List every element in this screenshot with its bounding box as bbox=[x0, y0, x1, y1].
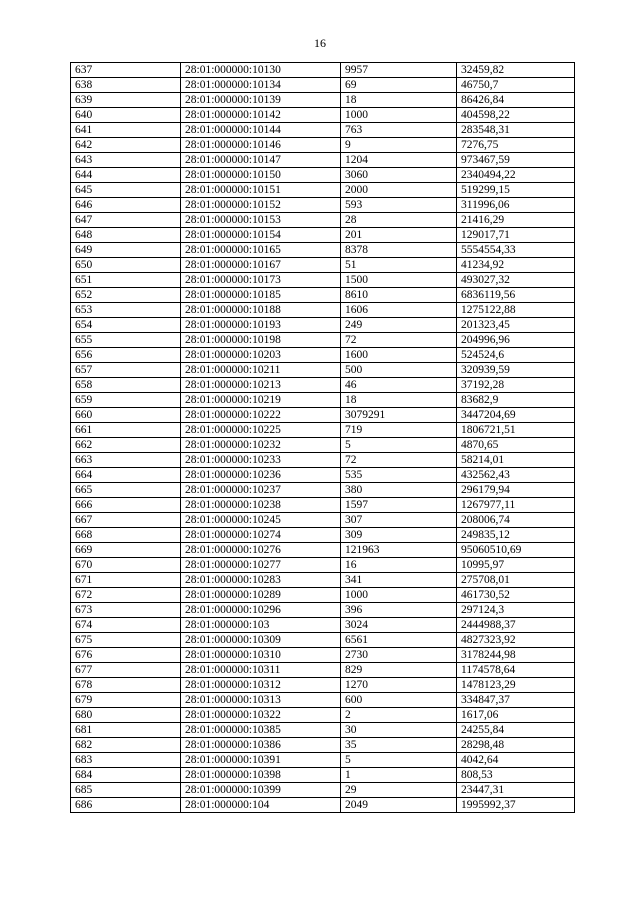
cadastral-number-cell: 28:01:000000:10222 bbox=[181, 408, 341, 423]
cadastral-number-cell: 28:01:000000:10198 bbox=[181, 333, 341, 348]
row-number-cell: 670 bbox=[71, 558, 181, 573]
cadastral-number-cell: 28:01:000000:10289 bbox=[181, 588, 341, 603]
row-number-cell: 662 bbox=[71, 438, 181, 453]
table-row bbox=[71, 573, 575, 588]
table-row bbox=[71, 468, 575, 483]
row-number-cell: 652 bbox=[71, 288, 181, 303]
table-row bbox=[71, 588, 575, 603]
area-cell: 18 bbox=[341, 393, 457, 408]
row-number-cell: 641 bbox=[71, 123, 181, 138]
area-cell: 396 bbox=[341, 603, 457, 618]
table-row bbox=[71, 198, 575, 213]
cadastral-number-cell: 28:01:000000:10151 bbox=[181, 183, 341, 198]
table-row bbox=[71, 408, 575, 423]
area-cell: 30 bbox=[341, 723, 457, 738]
table-row bbox=[71, 513, 575, 528]
value-cell: 37192,28 bbox=[457, 378, 575, 393]
value-cell: 201323,45 bbox=[457, 318, 575, 333]
row-number-cell: 659 bbox=[71, 393, 181, 408]
cadastral-number-cell: 28:01:000000:10219 bbox=[181, 393, 341, 408]
area-cell: 1204 bbox=[341, 153, 457, 168]
area-cell: 3060 bbox=[341, 168, 457, 183]
value-cell: 311996,06 bbox=[457, 198, 575, 213]
table-row bbox=[71, 168, 575, 183]
value-cell: 2444988,37 bbox=[457, 618, 575, 633]
value-cell: 1478123,29 bbox=[457, 678, 575, 693]
cadastral-number-cell: 28:01:000000:10130 bbox=[181, 63, 341, 78]
cadastral-number-cell: 28:01:000000:10309 bbox=[181, 633, 341, 648]
cadastral-number-cell: 28:01:000000:10276 bbox=[181, 543, 341, 558]
cadastral-number-cell: 28:01:000000:10134 bbox=[181, 78, 341, 93]
area-cell: 1000 bbox=[341, 588, 457, 603]
value-cell: 21416,29 bbox=[457, 213, 575, 228]
row-number-cell: 684 bbox=[71, 768, 181, 783]
cadastral-number-cell: 28:01:000000:10274 bbox=[181, 528, 341, 543]
cadastral-number-cell: 28:01:000000:10211 bbox=[181, 363, 341, 378]
table-row bbox=[71, 63, 575, 78]
cadastral-number-cell: 28:01:000000:10237 bbox=[181, 483, 341, 498]
row-number-cell: 660 bbox=[71, 408, 181, 423]
cadastral-number-cell: 28:01:000000:10147 bbox=[181, 153, 341, 168]
value-cell: 208006,74 bbox=[457, 513, 575, 528]
cadastral-number-cell: 28:01:000000:10277 bbox=[181, 558, 341, 573]
cadastral-number-cell: 28:01:000000:10310 bbox=[181, 648, 341, 663]
row-number-cell: 639 bbox=[71, 93, 181, 108]
cadastral-number-cell: 28:01:000000:10152 bbox=[181, 198, 341, 213]
area-cell: 8610 bbox=[341, 288, 457, 303]
value-cell: 4870,65 bbox=[457, 438, 575, 453]
area-cell: 51 bbox=[341, 258, 457, 273]
table-row bbox=[71, 618, 575, 633]
area-cell: 600 bbox=[341, 693, 457, 708]
row-number-cell: 648 bbox=[71, 228, 181, 243]
cadastral-number-cell: 28:01:000000:10245 bbox=[181, 513, 341, 528]
area-cell: 719 bbox=[341, 423, 457, 438]
value-cell: 46750,7 bbox=[457, 78, 575, 93]
area-cell: 3079291 bbox=[341, 408, 457, 423]
table-row bbox=[71, 333, 575, 348]
cadastral-number-cell: 28:01:000000:10203 bbox=[181, 348, 341, 363]
value-cell: 4827323,92 bbox=[457, 633, 575, 648]
cadastral-number-cell: 28:01:000000:10165 bbox=[181, 243, 341, 258]
table-row bbox=[71, 723, 575, 738]
area-cell: 8378 bbox=[341, 243, 457, 258]
area-cell: 2000 bbox=[341, 183, 457, 198]
table-row bbox=[71, 393, 575, 408]
row-number-cell: 667 bbox=[71, 513, 181, 528]
row-number-cell: 640 bbox=[71, 108, 181, 123]
row-number-cell: 672 bbox=[71, 588, 181, 603]
table-row bbox=[71, 273, 575, 288]
cadastral-number-cell: 28:01:000000:10153 bbox=[181, 213, 341, 228]
value-cell: 7276,75 bbox=[457, 138, 575, 153]
table-row bbox=[71, 78, 575, 93]
table-row bbox=[71, 153, 575, 168]
area-cell: 2 bbox=[341, 708, 457, 723]
value-cell: 320939,59 bbox=[457, 363, 575, 378]
row-number-cell: 653 bbox=[71, 303, 181, 318]
table-row bbox=[71, 123, 575, 138]
row-number-cell: 677 bbox=[71, 663, 181, 678]
table-row bbox=[71, 438, 575, 453]
table-row bbox=[71, 363, 575, 378]
value-cell: 432562,43 bbox=[457, 468, 575, 483]
table-row bbox=[71, 738, 575, 753]
row-number-cell: 678 bbox=[71, 678, 181, 693]
value-cell: 6836119,56 bbox=[457, 288, 575, 303]
row-number-cell: 637 bbox=[71, 63, 181, 78]
table-row bbox=[71, 633, 575, 648]
area-cell: 1600 bbox=[341, 348, 457, 363]
row-number-cell: 683 bbox=[71, 753, 181, 768]
cadastral-number-cell: 28:01:000000:10385 bbox=[181, 723, 341, 738]
value-cell: 297124,3 bbox=[457, 603, 575, 618]
cadastral-number-cell: 28:01:000000:10150 bbox=[181, 168, 341, 183]
table-row bbox=[71, 798, 575, 813]
row-number-cell: 646 bbox=[71, 198, 181, 213]
value-cell: 524524,6 bbox=[457, 348, 575, 363]
cadastral-number-cell: 28:01:000000:10167 bbox=[181, 258, 341, 273]
area-cell: 500 bbox=[341, 363, 457, 378]
data-table bbox=[70, 62, 575, 813]
row-number-cell: 682 bbox=[71, 738, 181, 753]
cadastral-number-cell: 28:01:000000:10233 bbox=[181, 453, 341, 468]
value-cell: 1617,06 bbox=[457, 708, 575, 723]
table-row bbox=[71, 183, 575, 198]
area-cell: 380 bbox=[341, 483, 457, 498]
area-cell: 1597 bbox=[341, 498, 457, 513]
table-row bbox=[71, 258, 575, 273]
cadastral-number-cell: 28:01:000000:10322 bbox=[181, 708, 341, 723]
area-cell: 593 bbox=[341, 198, 457, 213]
row-number-cell: 664 bbox=[71, 468, 181, 483]
value-cell: 10995,97 bbox=[457, 558, 575, 573]
area-cell: 69 bbox=[341, 78, 457, 93]
value-cell: 28298,48 bbox=[457, 738, 575, 753]
table-row bbox=[71, 108, 575, 123]
cadastral-number-cell: 28:01:000000:10296 bbox=[181, 603, 341, 618]
table-row bbox=[71, 708, 575, 723]
table-row bbox=[71, 603, 575, 618]
value-cell: 5554554,33 bbox=[457, 243, 575, 258]
row-number-cell: 680 bbox=[71, 708, 181, 723]
table-row bbox=[71, 663, 575, 678]
row-number-cell: 656 bbox=[71, 348, 181, 363]
row-number-cell: 655 bbox=[71, 333, 181, 348]
row-number-cell: 665 bbox=[71, 483, 181, 498]
row-number-cell: 669 bbox=[71, 543, 181, 558]
cadastral-number-cell: 28:01:000000:10313 bbox=[181, 693, 341, 708]
table-body bbox=[71, 63, 575, 813]
cadastral-number-cell: 28:01:000000:10398 bbox=[181, 768, 341, 783]
cadastral-number-cell: 28:01:000000:10146 bbox=[181, 138, 341, 153]
area-cell: 1500 bbox=[341, 273, 457, 288]
area-cell: 309 bbox=[341, 528, 457, 543]
table-row bbox=[71, 648, 575, 663]
cadastral-number-cell: 28:01:000000:10173 bbox=[181, 273, 341, 288]
value-cell: 23447,31 bbox=[457, 783, 575, 798]
area-cell: 29 bbox=[341, 783, 457, 798]
value-cell: 58214,01 bbox=[457, 453, 575, 468]
row-number-cell: 675 bbox=[71, 633, 181, 648]
table-row bbox=[71, 318, 575, 333]
table-row bbox=[71, 678, 575, 693]
row-number-cell: 666 bbox=[71, 498, 181, 513]
table-row bbox=[71, 303, 575, 318]
area-cell: 1270 bbox=[341, 678, 457, 693]
value-cell: 95060510,69 bbox=[457, 543, 575, 558]
row-number-cell: 651 bbox=[71, 273, 181, 288]
table-row bbox=[71, 348, 575, 363]
cadastral-number-cell: 28:01:000000:10283 bbox=[181, 573, 341, 588]
value-cell: 296179,94 bbox=[457, 483, 575, 498]
area-cell: 6561 bbox=[341, 633, 457, 648]
row-number-cell: 654 bbox=[71, 318, 181, 333]
value-cell: 41234,92 bbox=[457, 258, 575, 273]
row-number-cell: 685 bbox=[71, 783, 181, 798]
value-cell: 4042,64 bbox=[457, 753, 575, 768]
row-number-cell: 663 bbox=[71, 453, 181, 468]
area-cell: 72 bbox=[341, 333, 457, 348]
cadastral-number-cell: 28:01:000000:10236 bbox=[181, 468, 341, 483]
value-cell: 275708,01 bbox=[457, 573, 575, 588]
row-number-cell: 650 bbox=[71, 258, 181, 273]
value-cell: 334847,37 bbox=[457, 693, 575, 708]
area-cell: 28 bbox=[341, 213, 457, 228]
cadastral-number-cell: 28:01:000000:10144 bbox=[181, 123, 341, 138]
area-cell: 16 bbox=[341, 558, 457, 573]
table-row bbox=[71, 138, 575, 153]
table-row bbox=[71, 783, 575, 798]
table-row bbox=[71, 93, 575, 108]
row-number-cell: 661 bbox=[71, 423, 181, 438]
value-cell: 204996,96 bbox=[457, 333, 575, 348]
row-number-cell: 668 bbox=[71, 528, 181, 543]
value-cell: 2340494,22 bbox=[457, 168, 575, 183]
value-cell: 32459,82 bbox=[457, 63, 575, 78]
area-cell: 1 bbox=[341, 768, 457, 783]
value-cell: 404598,22 bbox=[457, 108, 575, 123]
area-cell: 18 bbox=[341, 93, 457, 108]
area-cell: 1000 bbox=[341, 108, 457, 123]
page-number: 16 bbox=[314, 36, 326, 50]
area-cell: 249 bbox=[341, 318, 457, 333]
row-number-cell: 642 bbox=[71, 138, 181, 153]
area-cell: 121963 bbox=[341, 543, 457, 558]
row-number-cell: 681 bbox=[71, 723, 181, 738]
area-cell: 307 bbox=[341, 513, 457, 528]
area-cell: 5 bbox=[341, 438, 457, 453]
area-cell: 2049 bbox=[341, 798, 457, 813]
cadastral-number-cell: 28:01:000000:10188 bbox=[181, 303, 341, 318]
cadastral-number-cell: 28:01:000000:10185 bbox=[181, 288, 341, 303]
cadastral-number-cell: 28:01:000000:103 bbox=[181, 618, 341, 633]
value-cell: 1806721,51 bbox=[457, 423, 575, 438]
value-cell: 493027,32 bbox=[457, 273, 575, 288]
value-cell: 83682,9 bbox=[457, 393, 575, 408]
table-row bbox=[71, 543, 575, 558]
table-row bbox=[71, 483, 575, 498]
area-cell: 341 bbox=[341, 573, 457, 588]
cadastral-number-cell: 28:01:000000:10213 bbox=[181, 378, 341, 393]
cadastral-number-cell: 28:01:000000:10193 bbox=[181, 318, 341, 333]
area-cell: 9 bbox=[341, 138, 457, 153]
area-cell: 763 bbox=[341, 123, 457, 138]
cadastral-number-cell: 28:01:000000:10139 bbox=[181, 93, 341, 108]
row-number-cell: 673 bbox=[71, 603, 181, 618]
cadastral-number-cell: 28:01:000000:10391 bbox=[181, 753, 341, 768]
value-cell: 3178244,98 bbox=[457, 648, 575, 663]
value-cell: 86426,84 bbox=[457, 93, 575, 108]
row-number-cell: 657 bbox=[71, 363, 181, 378]
value-cell: 1174578,64 bbox=[457, 663, 575, 678]
cadastral-number-cell: 28:01:000000:10311 bbox=[181, 663, 341, 678]
cadastral-number-cell: 28:01:000000:10399 bbox=[181, 783, 341, 798]
row-number-cell: 643 bbox=[71, 153, 181, 168]
row-number-cell: 674 bbox=[71, 618, 181, 633]
area-cell: 9957 bbox=[341, 63, 457, 78]
table-row bbox=[71, 693, 575, 708]
value-cell: 973467,59 bbox=[457, 153, 575, 168]
value-cell: 24255,84 bbox=[457, 723, 575, 738]
row-number-cell: 671 bbox=[71, 573, 181, 588]
row-number-cell: 649 bbox=[71, 243, 181, 258]
table-row bbox=[71, 243, 575, 258]
cadastral-number-cell: 28:01:000000:10142 bbox=[181, 108, 341, 123]
area-cell: 72 bbox=[341, 453, 457, 468]
table-row bbox=[71, 528, 575, 543]
row-number-cell: 644 bbox=[71, 168, 181, 183]
row-number-cell: 679 bbox=[71, 693, 181, 708]
table-row bbox=[71, 213, 575, 228]
table-row bbox=[71, 453, 575, 468]
table-row bbox=[71, 558, 575, 573]
table-row bbox=[71, 228, 575, 243]
cadastral-number-cell: 28:01:000000:104 bbox=[181, 798, 341, 813]
value-cell: 249835,12 bbox=[457, 528, 575, 543]
cadastral-number-cell: 28:01:000000:10312 bbox=[181, 678, 341, 693]
table-row bbox=[71, 423, 575, 438]
value-cell: 129017,71 bbox=[457, 228, 575, 243]
row-number-cell: 638 bbox=[71, 78, 181, 93]
area-cell: 1606 bbox=[341, 303, 457, 318]
cadastral-number-cell: 28:01:000000:10154 bbox=[181, 228, 341, 243]
table-row bbox=[71, 498, 575, 513]
value-cell: 519299,15 bbox=[457, 183, 575, 198]
table-row bbox=[71, 753, 575, 768]
row-number-cell: 645 bbox=[71, 183, 181, 198]
area-cell: 535 bbox=[341, 468, 457, 483]
cadastral-number-cell: 28:01:000000:10238 bbox=[181, 498, 341, 513]
value-cell: 3447204,69 bbox=[457, 408, 575, 423]
area-cell: 5 bbox=[341, 753, 457, 768]
table-row bbox=[71, 378, 575, 393]
area-cell: 3024 bbox=[341, 618, 457, 633]
area-cell: 46 bbox=[341, 378, 457, 393]
row-number-cell: 676 bbox=[71, 648, 181, 663]
area-cell: 201 bbox=[341, 228, 457, 243]
value-cell: 808,53 bbox=[457, 768, 575, 783]
row-number-cell: 647 bbox=[71, 213, 181, 228]
area-cell: 829 bbox=[341, 663, 457, 678]
row-number-cell: 686 bbox=[71, 798, 181, 813]
value-cell: 1267977,11 bbox=[457, 498, 575, 513]
value-cell: 283548,31 bbox=[457, 123, 575, 138]
value-cell: 1275122,88 bbox=[457, 303, 575, 318]
cadastral-number-cell: 28:01:000000:10232 bbox=[181, 438, 341, 453]
cadastral-number-cell: 28:01:000000:10225 bbox=[181, 423, 341, 438]
value-cell: 1995992,37 bbox=[457, 798, 575, 813]
cadastral-number-cell: 28:01:000000:10386 bbox=[181, 738, 341, 753]
area-cell: 35 bbox=[341, 738, 457, 753]
table-row bbox=[71, 288, 575, 303]
table-row bbox=[71, 768, 575, 783]
value-cell: 461730,52 bbox=[457, 588, 575, 603]
row-number-cell: 658 bbox=[71, 378, 181, 393]
area-cell: 2730 bbox=[341, 648, 457, 663]
